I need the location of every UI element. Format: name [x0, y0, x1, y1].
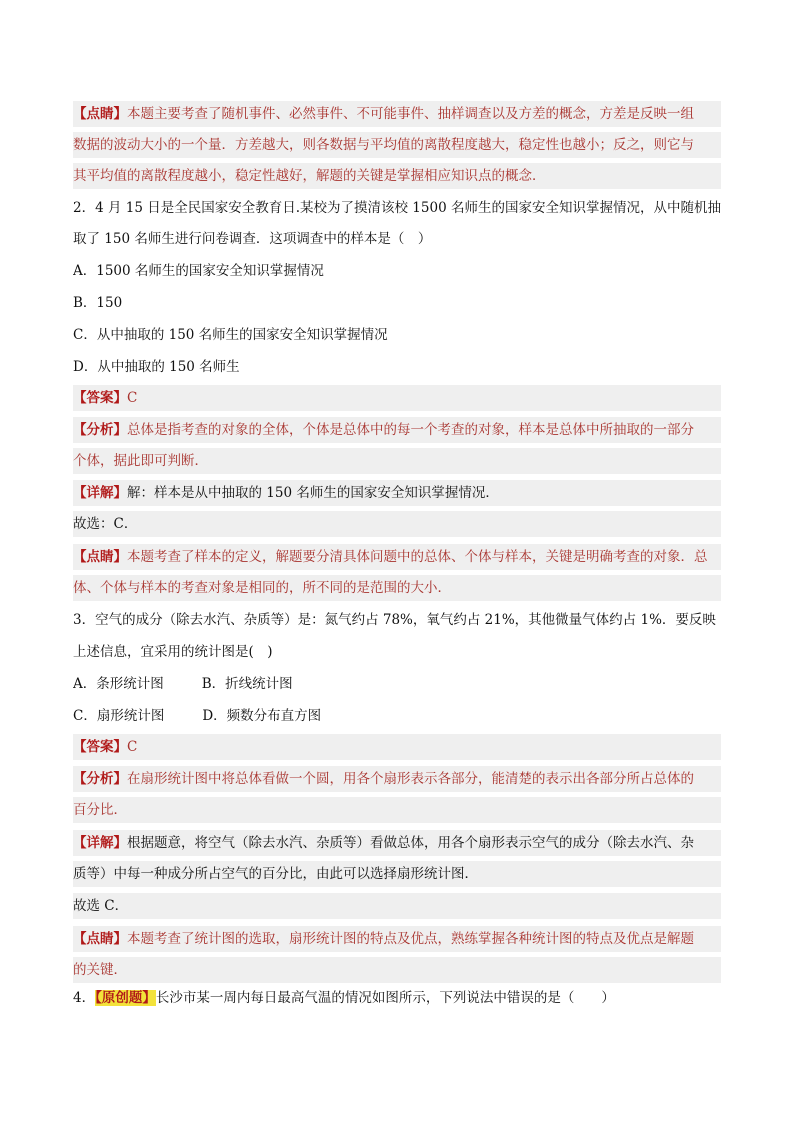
- q2-analysis-text: 总体是指考查的对象的全体，个体是总体中的每一个考查的对象，样本是总体中所抽取的一部分: [127, 422, 694, 438]
- q2-stem-line-2: 取了 150 名师生进行问卷调查．这项调查中的样本是（ ）: [73, 231, 432, 247]
- dianjing-tag: 【点睛】: [73, 931, 127, 947]
- q2-answer: [73, 385, 721, 411]
- q2-detail-text: 解：样本是从中抽取的 150 名师生的国家安全知识掌握情况．: [127, 485, 499, 501]
- q2-option-c: C．从中抽取的 150 名师生的国家安全知识掌握情况: [73, 327, 388, 343]
- detail-tag: 【详解】: [73, 485, 127, 501]
- analysis-tag: 【分析】: [73, 771, 127, 787]
- q3-analysis-line-1: [73, 766, 721, 792]
- q3-option-d: D．频数分布直方图: [202, 708, 322, 724]
- answer-tag: 【答案】: [73, 390, 127, 406]
- top-dianjing-line-1: [73, 101, 721, 127]
- answer-tag: 【答案】: [73, 739, 127, 755]
- q3-dianjing-line-1: [73, 926, 721, 952]
- analysis-tag: 【分析】: [73, 422, 127, 438]
- q2-dianjing-text: 本题考查了样本的定义，解题要分清具体问题中的总体、个体与样本，关键是明确考查的对象．总: [127, 549, 708, 565]
- q3-option-c: C．扇形统计图: [73, 708, 165, 724]
- q2-dianjing-line-1: [73, 544, 721, 570]
- q3-stem-line-1: 3．空气的成分（除去水汽、杂质等）是：氮气约占 78%，氧气约占 21%，其他微量气体约占 1%．要反映: [73, 612, 716, 628]
- q3-options-cd: [73, 703, 721, 729]
- q2-detail: [73, 480, 721, 506]
- q4-stem: [73, 985, 721, 1011]
- q2-dianjing-line-2: 体、个体与样本的考查对象是相同的，所不同的是范围的大小．: [73, 575, 721, 601]
- q2-answer-value: C: [127, 390, 138, 406]
- q3-choose: 故选 C．: [73, 893, 721, 919]
- dianjing-text: 本题主要考查了随机事件、必然事件、不可能事件、抽样调查以及方差的概念，方差是反映一组: [127, 106, 694, 122]
- q3-dianjing-text: 本题考查了统计图的选取，扇形统计图的特点及优点，熟练掌握各种统计图的特点及优点是解题: [127, 931, 694, 947]
- q3-option-b: B．折线统计图: [201, 676, 293, 692]
- q4-stem-text: 长沙市某一周内每日最高气温的情况如图所示，下列说法中错误的是（ ）: [155, 990, 615, 1006]
- q2-analysis-line-2: 个体，据此即可判断．: [73, 448, 721, 474]
- top-dianjing-line-2: 数据的波动大小的一个量．方差越大，则各数据与平均值的离散程度越大，稳定性也越小；反之，则它与: [73, 132, 721, 158]
- detail-tag: 【详解】: [73, 835, 127, 851]
- q3-detail-line-1: [73, 830, 721, 856]
- q3-stem-line-2: 上述信息，宜采用的统计图是( ): [73, 644, 273, 660]
- top-dianjing-line-3: 其平均值的离散程度越小，稳定性越好，解题的关键是掌握相应知识点的概念．: [73, 163, 721, 189]
- q3-answer-value: C: [127, 739, 138, 755]
- q3-analysis-text: 在扇形统计图中将总体看做一个圆，用各个扇形表示各部分，能清楚的表示出各部分所占总体的: [127, 771, 694, 787]
- q4-number: 4．: [73, 990, 96, 1006]
- q2-option-d: D．从中抽取的 150 名师生: [73, 359, 240, 375]
- q2-option-a: A．1500 名师生的国家安全知识掌握情况: [73, 263, 324, 279]
- q2-option-b: B．150: [73, 295, 123, 311]
- q2-choose: 故选：C．: [73, 511, 721, 537]
- q2-stem-line-1: 2．4 月 15 日是全民国家安全教育日.某校为了摸清该校 1500 名师生的国家安全知识掌握情况，从中随机抽: [73, 200, 721, 216]
- q3-dianjing-line-2: 的关键．: [73, 957, 721, 983]
- dianjing-tag: 【点睛】: [73, 549, 127, 565]
- q3-detail-text: 根据题意，将空气（除去水汽、杂质等）看做总体，用各个扇形表示空气的成分（除去水汽、杂: [127, 835, 694, 851]
- q3-analysis-line-2: 百分比．: [73, 797, 721, 823]
- q3-answer: [73, 734, 721, 760]
- q3-detail-line-2: 质等）中每一种成分所占空气的百分比，由此可以选择扇形统计图．: [73, 861, 721, 887]
- q3-options-ab: [73, 671, 721, 697]
- q2-analysis-line-1: [73, 417, 721, 443]
- original-question-badge: 【原创题】: [95, 990, 156, 1006]
- q3-option-a: A．条形统计图: [73, 676, 164, 692]
- dianjing-tag: 【点睛】: [73, 106, 127, 122]
